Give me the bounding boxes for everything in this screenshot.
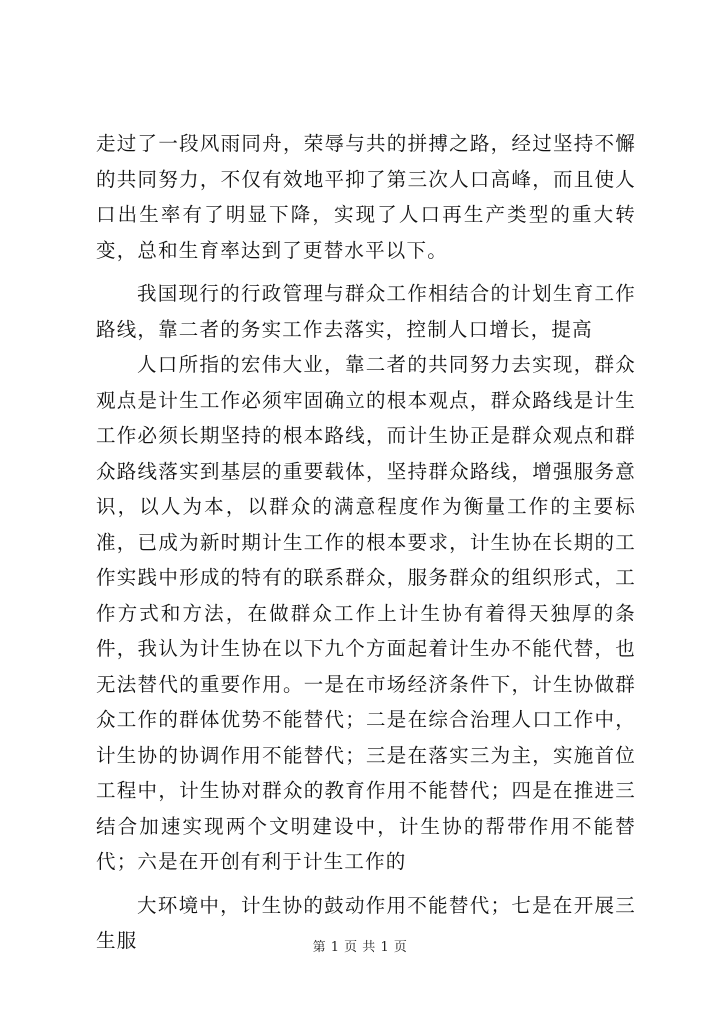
paragraph-1: 走过了一段风雨同舟，荣辱与共的拼搏之路，经过坚持不懈的共同努力，不仅有效地平抑了第三次人口高峰，而且使人口出生率有了明显下降，实现了人口再生产类型的重大转变，总和生育率达到了更替水平以下。	[96, 132, 636, 262]
document-body	[96, 126, 636, 959]
paragraph-4: 大环境中，计生协的鼓动作用不能替代；七是在开展三生服	[96, 893, 636, 952]
paragraph-2: 我国现行的行政管理与群众工作相结合的计划生育工作路线，靠二者的务实工作去落实，控制人口增长，提高	[96, 282, 636, 341]
paragraph-3: 人口所指的宏伟大业，靠二者的共同努力去实现，群众观点是计生工作必须牢固确立的根本观点，群众路线是计生工作必须长期坚持的根本路线，而计生协正是群众观点和群众路线落实到基层的重要载体，坚持群众路线，增强服务意识，以人为本，以群众的满意程度作为衡量工作的主要标准，已成为新时期计生工作的根本要求，计生协在长期的工作实践中形成的特有的联系群众，服务群众的组织形式，工作方式和方法，在做群众工作上计生协有着得天独厚的条件，我认为计生协在以下九个方面起着计生办不能代替，也无法替代的重要作用。一是在市场经济条件下，计生协做群众工作的群体优势不能替代；二是在综合治理人口工作中，计生协的协调作用不能替代；三是在落实三为主，实施首位工程中，计生协对群众的教育作用不能替代；四是在推进三结合加速实现两个文明建设中，计生协的帮带作用不能替代；六是在开创有利于计生工作的	[96, 353, 636, 873]
page-footer: 第 1 页 共 1 页	[312, 940, 408, 955]
